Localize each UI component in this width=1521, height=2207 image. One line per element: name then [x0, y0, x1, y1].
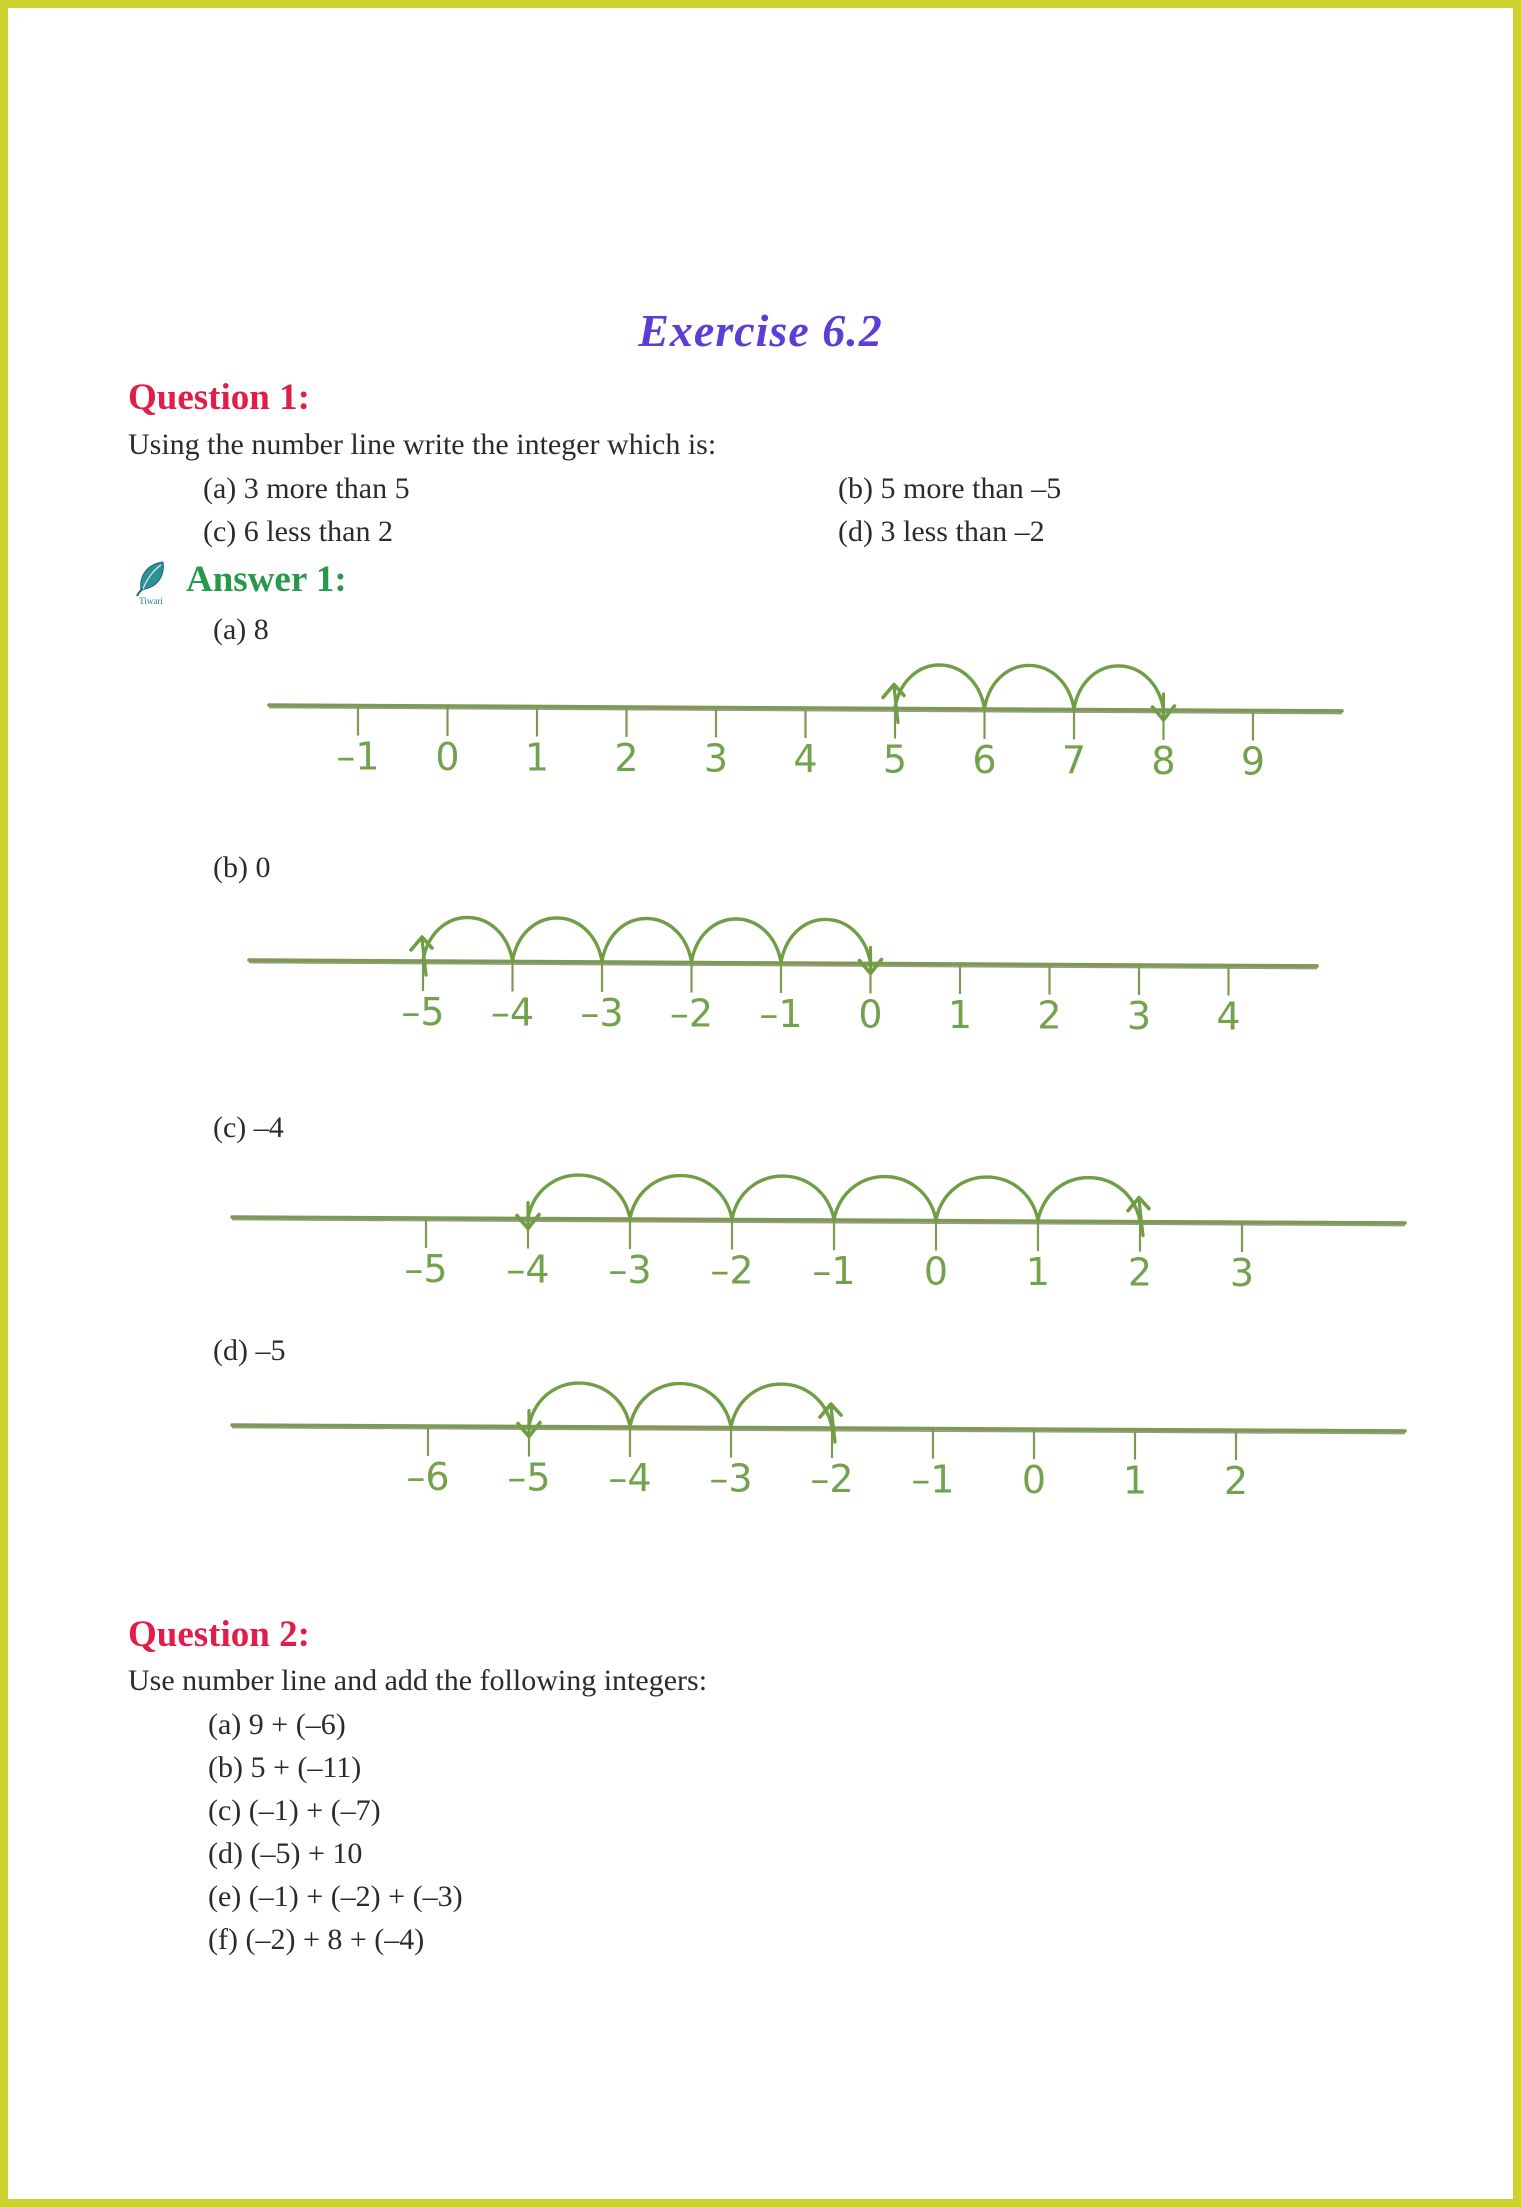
- question2-heading: Question 2:: [128, 1614, 310, 1655]
- svg-text:0: 0: [435, 735, 460, 780]
- question1-heading: Question 1:: [128, 377, 310, 418]
- svg-text:–1: –1: [336, 734, 380, 779]
- page-title: Exercise 6.2: [638, 305, 883, 356]
- svg-text:8: 8: [1151, 738, 1176, 783]
- svg-text:7: 7: [1061, 738, 1087, 783]
- svg-text:3: 3: [1229, 1251, 1255, 1296]
- svg-text:0: 0: [923, 1249, 949, 1294]
- svg-text:1: 1: [1025, 1250, 1051, 1295]
- question1-option-b: (b) 5 more than –5: [838, 472, 1062, 505]
- leaf-icon: [131, 560, 171, 598]
- svg-text:–4: –4: [506, 1247, 550, 1292]
- svg-text:–2: –2: [710, 1248, 754, 1293]
- svg-text:–1: –1: [911, 1457, 955, 1502]
- answer-part-c-label: (c) –4: [213, 1111, 284, 1144]
- svg-text:0: 0: [858, 992, 883, 1037]
- tiwari-logo: [128, 558, 174, 605]
- svg-text:–1: –1: [812, 1249, 856, 1294]
- svg-text:–3: –3: [709, 1456, 753, 1501]
- question2-intro: Use number line and add the following integers:: [128, 1664, 708, 1697]
- svg-text:2: 2: [1223, 1459, 1249, 1504]
- svg-text:–4: –4: [490, 990, 535, 1035]
- svg-text:–3: –3: [580, 990, 624, 1035]
- svg-text:–2: –2: [810, 1457, 854, 1502]
- svg-text:4: 4: [1216, 994, 1241, 1039]
- question1-option-d: (d) 3 less than –2: [838, 515, 1045, 548]
- question1-option-a: (a) 3 more than 5: [203, 472, 410, 505]
- numberline-figure-d: [226, 1358, 1411, 1510]
- svg-text:–1: –1: [759, 991, 803, 1036]
- svg-text:3: 3: [703, 736, 729, 781]
- numberline-figure-b: [243, 893, 1323, 1045]
- answer1-heading-row: [128, 558, 347, 605]
- question2-item-f: (f) (–2) + 8 + (–4): [208, 1923, 425, 1956]
- question2-item-c: (c) (–1) + (–7): [208, 1794, 381, 1827]
- question1-intro: Using the number line write the integer which is:: [128, 428, 717, 461]
- answer1-heading: Answer 1:: [186, 559, 347, 600]
- svg-text:3: 3: [1126, 993, 1152, 1038]
- svg-text:1: 1: [947, 992, 973, 1037]
- svg-text:–5: –5: [507, 1455, 551, 1500]
- svg-text:2: 2: [1127, 1250, 1153, 1295]
- svg-text:–4: –4: [608, 1456, 652, 1501]
- answer-part-d-label: (d) –5: [213, 1334, 286, 1367]
- svg-text:2: 2: [1037, 993, 1062, 1038]
- svg-text:–5: –5: [404, 1247, 448, 1292]
- numberline-figure-a: [263, 638, 1348, 790]
- svg-text:5: 5: [882, 737, 908, 782]
- numberline-figure-c: [226, 1150, 1411, 1302]
- svg-text:1: 1: [1122, 1458, 1148, 1503]
- answer-part-b-label: (b) 0: [213, 851, 271, 884]
- svg-text:–6: –6: [406, 1455, 450, 1500]
- svg-text:–3: –3: [608, 1248, 652, 1293]
- question2-item-a: (a) 9 + (–6): [208, 1708, 346, 1741]
- question2-item-d: (d) (–5) + 10: [208, 1837, 363, 1870]
- svg-text:4: 4: [793, 737, 818, 781]
- answer-part-a-label: (a) 8: [213, 613, 269, 646]
- svg-text:1: 1: [524, 735, 550, 780]
- question2-item-b: (b) 5 + (–11): [208, 1751, 362, 1784]
- logo-word: Tiwari: [139, 596, 163, 606]
- question2-item-e: (e) (–1) + (–2) + (–3): [208, 1880, 463, 1913]
- question1-option-c: (c) 6 less than 2: [203, 515, 393, 548]
- svg-text:2: 2: [614, 736, 639, 781]
- svg-text:6: 6: [972, 737, 997, 782]
- svg-text:0: 0: [1021, 1458, 1047, 1503]
- svg-text:–2: –2: [669, 991, 714, 1036]
- svg-text:9: 9: [1240, 739, 1266, 784]
- svg-text:–5: –5: [401, 990, 445, 1034]
